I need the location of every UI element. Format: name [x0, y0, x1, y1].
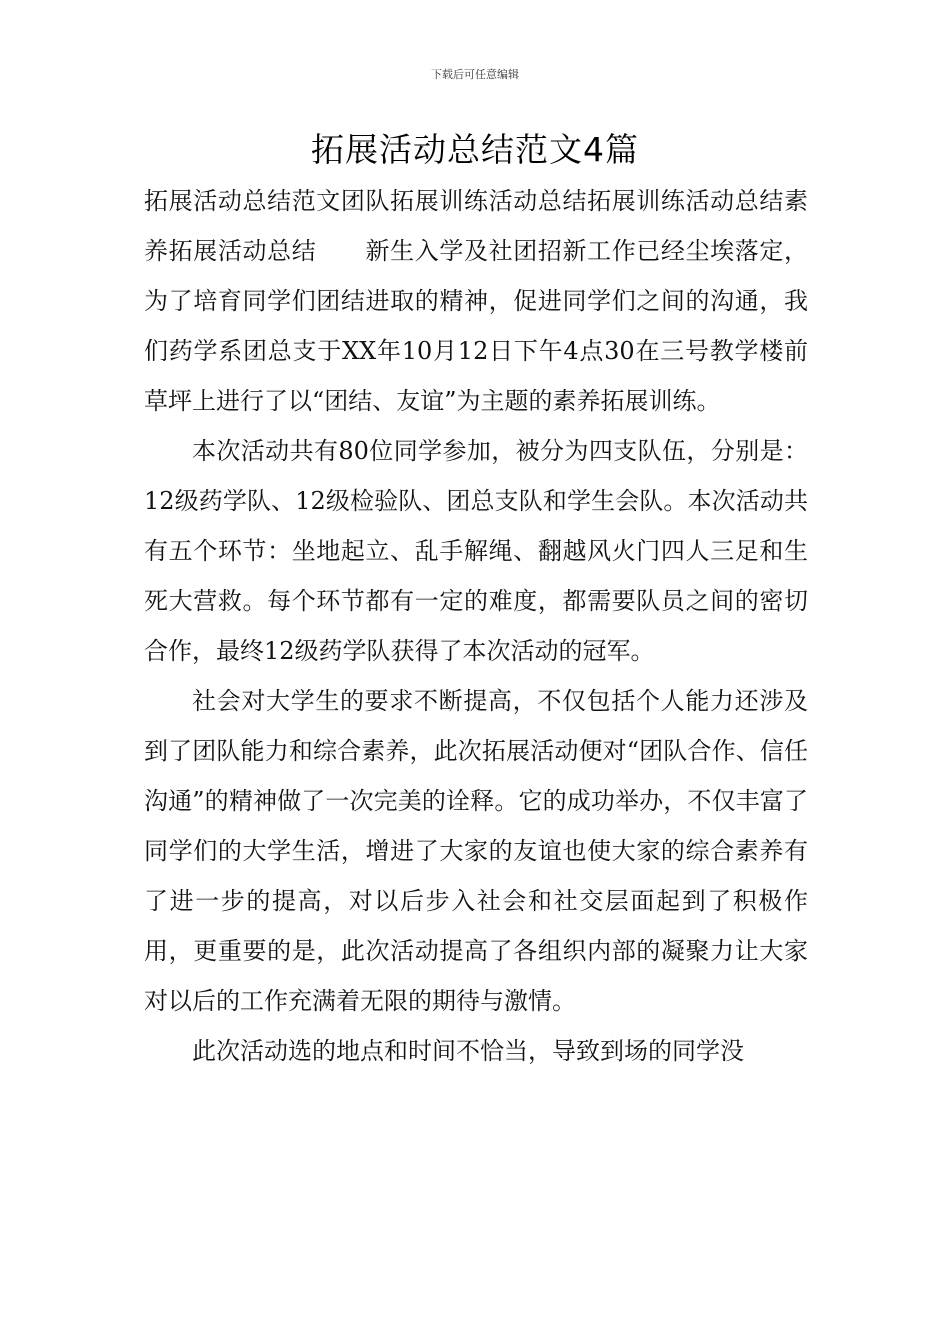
document-title: 拓展活动总结范文4篇: [311, 130, 639, 169]
paragraph-significance: 社会对大学生的要求不断提高，不仅包括个人能力还涉及到了团队能力和综合素养，此次拓展活动便对“团队合作、信任沟通”的精神做了一次完美的诠释。它的成功举办，不仅丰富了同学们的大学生活，增进了大家的友谊也使大家的综合素养有了进一步的提高，对以后步入社会和社交层面起到了积极作用，更重要的是，此次活动提高了各组织内部的凝聚力让大家对以后的工作充满着无限的期待与激情。: [144, 687, 808, 1015]
header-note: 下载后可任意编辑: [431, 68, 519, 81]
document-body: [144, 176, 808, 1076]
paragraph-intro: 拓展活动总结范文团队拓展训练活动总结拓展训练活动总结素养拓展活动总结 新生入学及社团招新工作已经尘埃落定，为了培育同学们团结进取的精神，促进同学们之间的沟通，我们药学系团总支于XX年10月12日下午4点30在三号教学楼前草坪上进行了以“团结、友谊”为主题的素养拓展训练。: [144, 187, 808, 415]
paragraph-shortcomings: 此次活动选的地点和时间不恰当，导致到场的同学没: [192, 1037, 744, 1065]
paragraph-activity: 本次活动共有80位同学参加，被分为四支队伍，分别是：12级药学队、12级检验队、团总支队和学生会队。本次活动共有五个环节：坐地起立、乱手解绳、翻越风火门四人三足和生死大营救。每个环节都有一定的难度，都需要队员之间的密切合作，最终12级药学队获得了本次活动的冠军。: [144, 437, 808, 665]
